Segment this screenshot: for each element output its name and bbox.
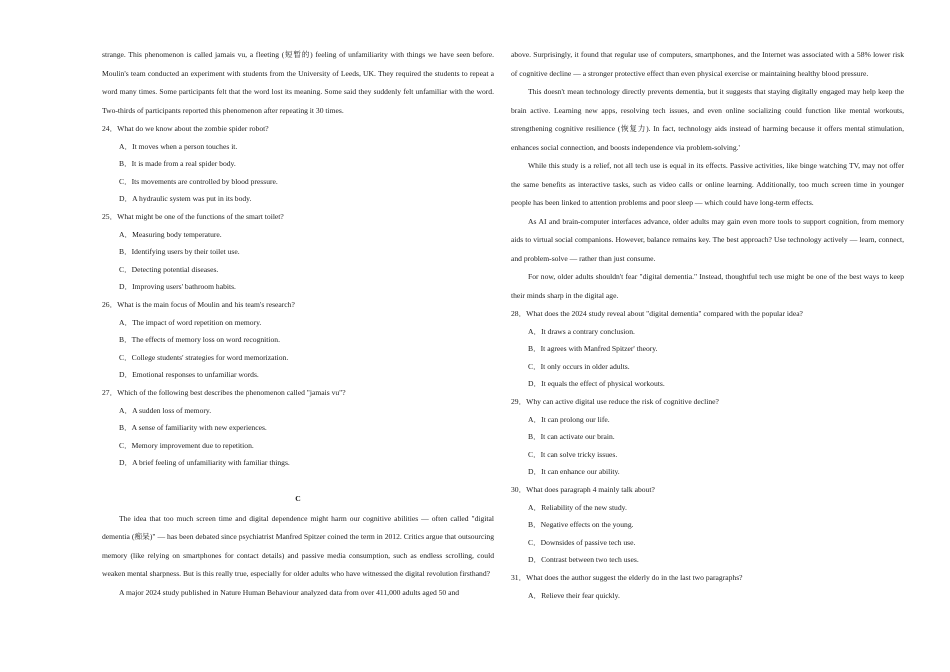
passage-paragraph: While this study is a relief, not all tech use is equal in its effects. Passive activities, like binge watching TV, may not offer the same benefits as interactive tasks, such as video calls or online learning. Additionally, too much screen time in younger people has been linked to attention problems and poor sleep — which could have long-term effects. [511,161,904,207]
option-a: A．It draws a contrary conclusion. [528,326,635,336]
question-stem: 29．Why can active digital use reduce the risk of cognitive decline? [511,396,719,406]
option-a: A．Reliability of the new study. [528,502,627,512]
question-30 [511,481,904,569]
option-b: B．It agrees with Manfred Spitzer' theory. [528,344,658,354]
option-c: C．College students' strategies for word memorization. [119,352,289,362]
question-stem: 24．What do we know about the zombie spider robot? [102,124,269,133]
option-b: B．A sense of familiarity with new experiences. [119,423,267,433]
question-stem: 30．What does paragraph 4 mainly talk about? [511,484,655,494]
question-stem: 28．What does the 2024 study reveal about "digital dementia" compared with the popular idea? [511,309,803,318]
option-d: D．It can enhance our ability. [528,467,620,477]
option-b: B．Identifying users by their toilet use. [119,247,240,257]
question-26 [102,296,494,384]
question-24 [102,120,494,208]
left-column [102,46,494,602]
option-a: A．Relieve their fear quickly. [528,590,620,600]
question-stem: 25．What might be one of the functions of the smart toilet? [102,211,284,221]
option-b: B．Negative effects on the young. [528,520,634,530]
passage-paragraph: This doesn't mean technology directly prevents dementia, but it suggests that staying digitally engaged may help keep the brain active. Learning new apps, resolving tech issues, and even online socializing could function like mental workouts, strengthening cognitive resilience (恢复力). In fact, technology aids instead of harming because it offers mental stimulation, enhances social connection, and boosts independence via problem-solving.' [511,87,904,152]
option-b: B．It is made from a real spider body. [119,159,236,169]
option-d: D．Emotional responses to unfamiliar words. [119,370,259,380]
intro-paragraph: strange. This phenomenon is called jamais vu, a fleeting (短暂的) feeling of unfamiliarity with things we have seen before. Moulin's team conducted an experiment with students from the University of Leeds, UK. They required the students to repeat a word many times. Some participants felt that the word lost its meaning. Some said they suddenly felt unfamiliar with the word. Two-thirds of participants reported this phenomenon after repeating it 30 times. [102,50,494,115]
question-29 [511,393,904,481]
right-column [511,46,904,604]
option-c: C．It only occurs in older adults. [528,361,630,371]
option-a: A．A sudden loss of memory. [119,405,212,415]
passage-paragraph: above. Surprisingly, it found that regular use of computers, smartphones, and the Internet was associated with a 58% lower risk of cognitive decline — a stronger protective effect than even physical exercise or maintaining healthy blood pressure. [511,50,904,78]
question-stem: 26．What is the main focus of Moulin and his team's research? [102,299,295,309]
question-28 [511,305,904,393]
option-a: A．It moves when a person touches it. [119,141,238,151]
option-c: C．Detecting potential diseases. [119,264,219,274]
question-31 [511,569,904,604]
option-c: C．Downsides of passive tech use. [528,537,636,547]
option-a: A．The impact of word repetition on memory. [119,317,262,327]
option-c: C．It can solve tricky issues. [528,449,618,459]
section-heading: C [295,493,301,503]
passage-paragraph: The idea that too much screen time and digital dependence might harm our cognitive abilities — often called "digital dementia (痴呆)" — has been debated since psychiatrist Manfred Spitzer coined the term in 2012. Critics argue that outsourcing memory (like relying on smartphones for contact details) and passive media consumption, such as endless scrolling, could weaken mental sharpness. But is this really true, especially for older adults who have witnessed the digital revolution firsthand? [102,513,494,579]
passage-paragraph: For now, older adults shouldn't fear "digital dementia." Instead, thoughtful tech use might be one of the best ways to keep their minds sharp in the digital age. [511,272,904,300]
passage-paragraph: A major 2024 study published in Nature Human Behaviour analyzed data from over 411,000 adults aged 50 and [119,587,460,597]
option-d: D．Contrast between two tech uses. [528,555,639,565]
passage-paragraph: As AI and brain-computer interfaces advance, older adults may gain even more tools to support cognition, from memory aids to virtual social companions. However, balance remains key. The best approach? Use technology actively — learn, connect, and problem-solve — rather than just consume. [511,216,904,263]
option-d: D．Improving users' bathroom habits. [119,282,236,292]
question-stem: 27．Which of the following best describes the phenomenon called "jamais vu"? [102,387,346,397]
question-27 [102,384,494,472]
option-d: D．It equals the effect of physical workouts. [528,379,665,389]
option-c: C．Its movements are controlled by blood pressure. [119,176,278,186]
option-c: C．Memory improvement due to repetition. [119,440,254,450]
option-b: B．The effects of memory loss on word recognition. [119,335,280,345]
question-stem: 31．What does the author suggest the elderly do in the last two paragraphs? [511,572,743,582]
option-a: A．It can prolong our life. [528,414,610,424]
option-b: B．It can activate our brain. [528,432,615,442]
option-a: A．Measuring body temperature. [119,229,222,239]
option-d: D．A hydraulic system was put in its body. [119,194,252,204]
option-d: D．A brief feeling of unfamiliarity with familiar things. [119,458,290,468]
question-25 [102,208,494,296]
